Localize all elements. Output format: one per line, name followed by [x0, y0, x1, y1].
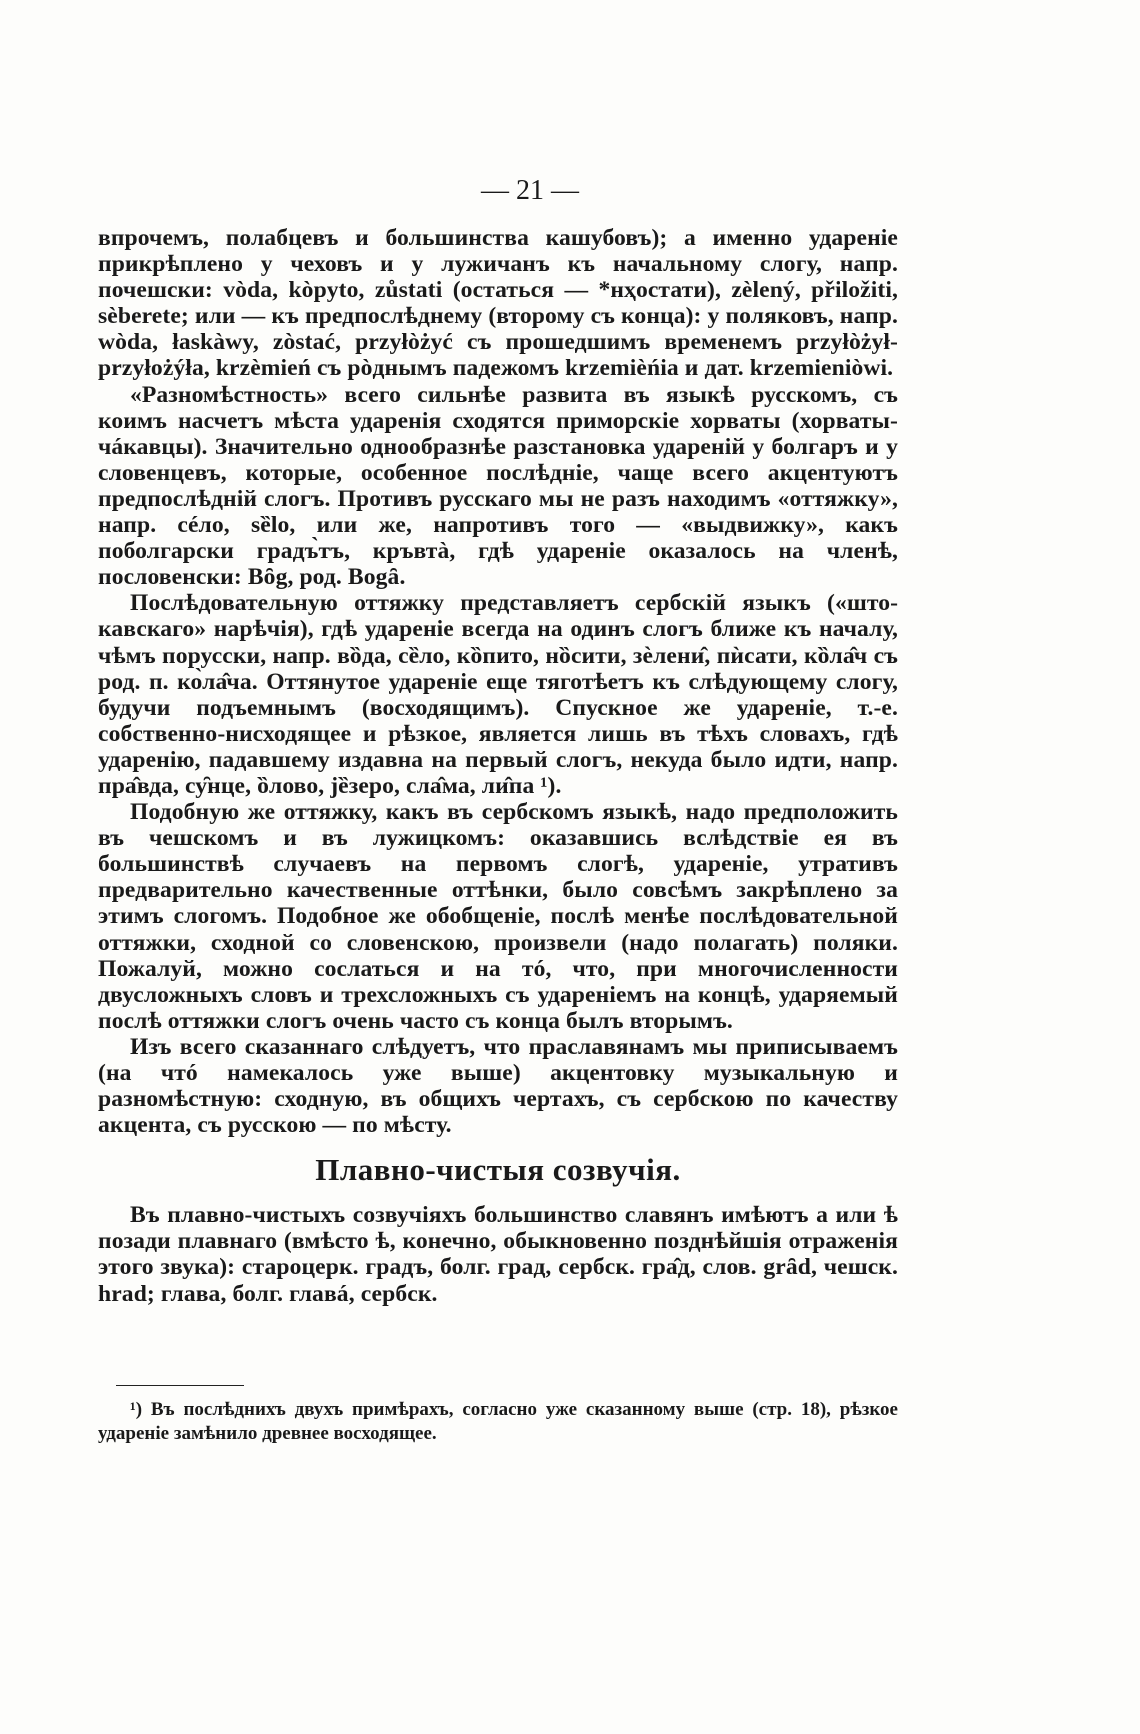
main-text	[98, 225, 898, 1307]
paragraph-2: «Разномѣстность» всего сильнѣе развита въ языкѣ русскомъ, съ коимъ насчетъ мѣста ударенія сходятся приморскіе хорваты (хорваты-чáкавцы). Значительно однообразнѣе разстановка удареній у болгаръ и у словенцевъ, которые, особенное послѣдніе, чаще всего акцентуютъ предпослѣдній слогъ. Противъ русскаго мы не разъ находимъ «оттяжку», напр. сéло, sȅlo, или же, напротивъ того — «выдвижку», какъ поболгарски градъ̀тъ, кръвтà, гдѣ удареніе оказалось на членѣ, пословенски: Bȏg, род. Bogȃ.	[98, 381, 898, 591]
footnote: ¹) Въ послѣднихъ двухъ примѣрахъ, согласно уже сказанному выше (стр. 18), рѣзкое удареніе замѣнило древнее восходящее.	[98, 1399, 898, 1444]
page-number: — 21 —	[481, 175, 579, 206]
paragraph-6: Въ плавно-чистыхъ созвучіяхъ большинство славянъ имѣютъ а или ѣ позади плавнаго (вмѣсто ѣ, конечно, обыкновенно позднѣйшія отраженія этого звука): староцерк. градъ, болг. град, сербск. гра̂д, слов. grȃd, чешск. hrad; глава, болг. главá, сербск.	[98, 1202, 898, 1307]
paragraph-3: Послѣдовательную оттяжку представляетъ сербскій языкъ («штокавскаго» нарѣчія), гдѣ удареніе всегда на одинъ слогъ ближе къ началу, чѣмъ порусски, напр. вȍда, сȅло, кȍпито, нȍсити, зѐлени̂, пѝсати, кȍла̂ч съ род. п. ко̀ла̂ча. Оттянутое удареніе еще тяготѣетъ къ слѣдующему слогу, будучи подъемнымъ (восходящимъ). Спускное же удареніе, т.-е. собственно-нисходящее и рѣзкое, является лишь въ тѣхъ словахъ, гдѣ ударенію, падавшему издавна на первый слогъ, некуда было идти, напр. пра̂вда, су̑нце, ȍлово, jȅзеро, сла̂ма, ли̂па ¹).	[98, 590, 898, 799]
paragraph-5: Изъ всего сказаннаго слѣдуетъ, что праславянамъ мы приписываемъ (на чтó намекалось уже выше) акцентовку музыкальную и разномѣстную: сходную, въ общихъ чертахъ, съ сербскою по качеству акцента, съ русскою — по мѣсту.	[98, 1033, 898, 1139]
footnote-divider	[116, 1385, 244, 1386]
paragraph-4: Подобную же оттяжку, какъ въ сербскомъ языкѣ, надо предположить въ чешскомъ и въ лужицкомъ: оказавшись вслѣдствіе ея въ большинствѣ случаевъ на первомъ слогѣ, удареніе, утративъ предварительно качественные оттѣнки, было совсѣмъ закрѣплено за этимъ слогомъ. Подобное же обобщеніе, послѣ менѣе послѣдовательной оттяжки, сходной со словенскою, произвели (надо полагать) поляки. Пожалуй, можно сослаться и на тó, что, при многочисленности двусложныхъ словъ и трехсложныхъ съ удареніемъ на концѣ, ударяемый послѣ оттяжки слогъ очень часто съ конца былъ вторымъ.	[98, 799, 898, 1034]
section-heading: Плавно-чистыя созвучія.	[315, 1152, 681, 1188]
paragraph-1: впрочемъ, полабцевъ и большинства кашубовъ); а именно удареніе прикрѣплено у чеховъ и у лужичанъ къ начальному слогу, напр. почешски: vòda, kòpyto, zůstati (остаться — *нҳостати), zèlený, přiložiti, sèberete; или — къ предпослѣднему (второму съ конца): у поляковъ, напр. wòda, łaskàwy, zòstać, przyłòżyć съ прошедшимъ временемъ przyłòżył-przyłożýła, krzèmień съ рòднымъ падежомъ krzemièńia и дат. krzemieniòwi.	[98, 225, 898, 382]
